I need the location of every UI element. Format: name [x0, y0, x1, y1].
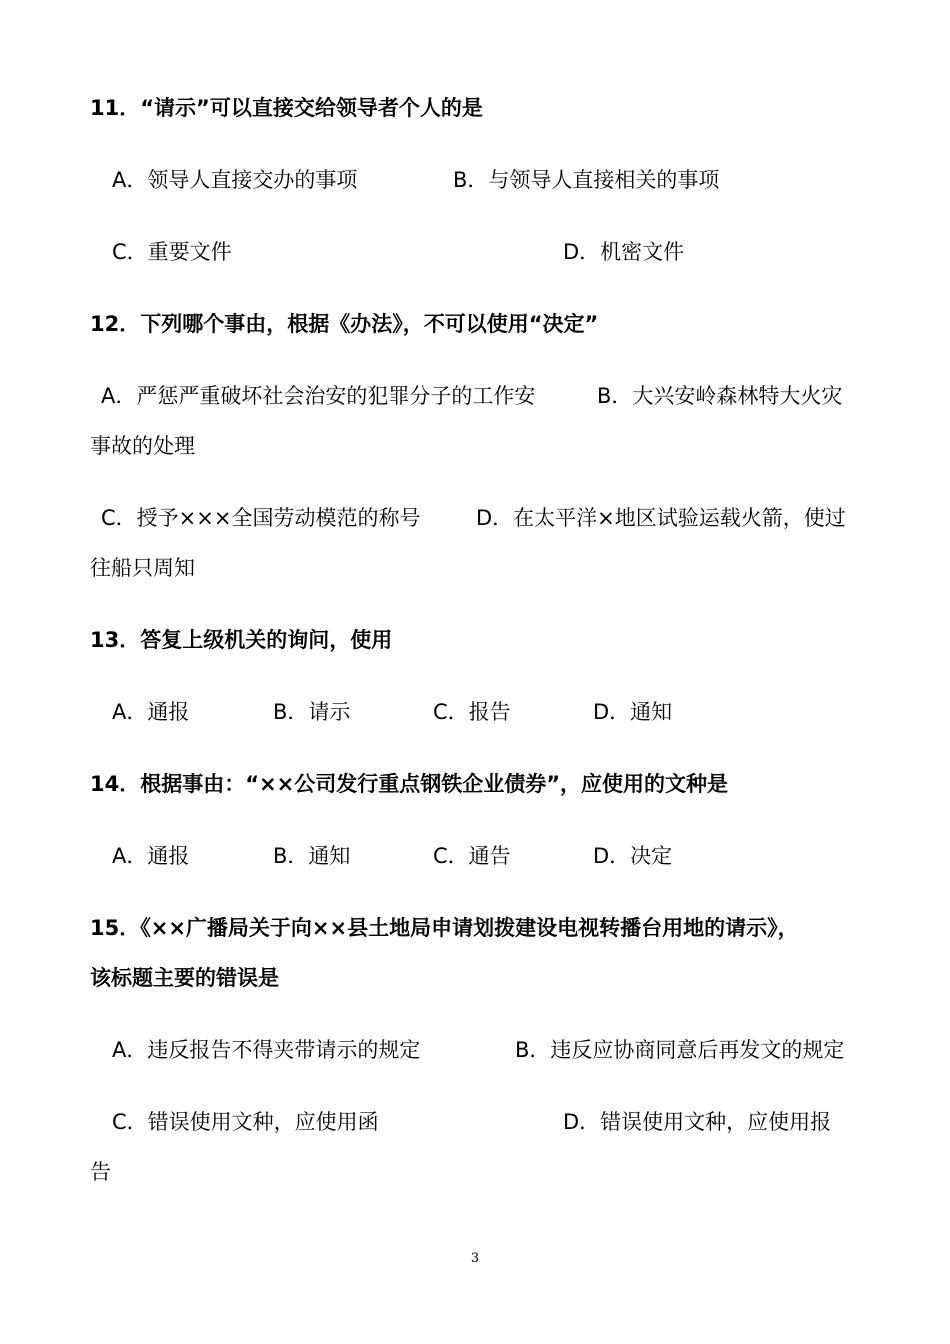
question-13-option-b: B．请示	[273, 700, 351, 724]
question-15-option-d: D．错误使用文种，应使用报	[563, 1110, 832, 1134]
question-13-stem: 13．答复上级机关的询问，使用	[90, 628, 393, 652]
question-11-option-c: C．重要文件	[112, 240, 232, 264]
question-13-option-a: A．通报	[112, 700, 190, 724]
question-15-option-d-continuation: 告	[90, 1160, 111, 1184]
question-12-option-d-continuation: 往船只周知	[90, 556, 195, 580]
question-12-option-a: A．严惩严重破坏社会治安的犯罪分子的工作安	[101, 384, 536, 408]
question-14-stem: 14．根据事由：“××公司发行重点钢铁企业债券”，应使用的文种是	[90, 772, 729, 796]
question-14-option-b: B．通知	[273, 844, 351, 868]
question-11-option-b: B．与领导人直接相关的事项	[453, 168, 720, 192]
question-14-option-a: A．通报	[112, 844, 190, 868]
question-12-option-c: C．授予×××全国劳动模范的称号	[101, 506, 421, 530]
question-14-option-c: C．通告	[433, 844, 511, 868]
page-number: 3	[470, 1251, 480, 1266]
question-15-stem-line-2: 该标题主要的错误是	[90, 966, 279, 990]
question-11-stem: 11．“请示”可以直接交给领导者个人的是	[90, 96, 483, 120]
question-12-option-d: D．在太平洋×地区试验运载火箭，使过	[476, 506, 846, 530]
question-12-option-b-continuation: 事故的处理	[90, 434, 195, 458]
question-11-option-a: A．领导人直接交办的事项	[112, 168, 358, 192]
question-15-option-c: C．错误使用文种，应使用函	[112, 1110, 379, 1134]
question-12-option-b: B．大兴安岭森林特大火灾	[597, 384, 843, 408]
question-13-option-c: C．报告	[433, 700, 511, 724]
question-15-stem-line-1: 15．《××广播局关于向××县土地局申请划拨建设电视转播台用地的请示》，	[90, 916, 799, 940]
question-12-stem: 12．下列哪个事由，根据《办法》，不可以使用“决定”	[90, 312, 599, 336]
question-13-option-d: D．通知	[593, 700, 673, 724]
question-15-option-a: A．违反报告不得夹带请示的规定	[112, 1038, 421, 1062]
question-14-option-d: D．决定	[593, 844, 673, 868]
question-11-option-d: D．机密文件	[563, 240, 685, 264]
question-15-option-b: B．违反应协商同意后再发文的规定	[515, 1038, 845, 1062]
